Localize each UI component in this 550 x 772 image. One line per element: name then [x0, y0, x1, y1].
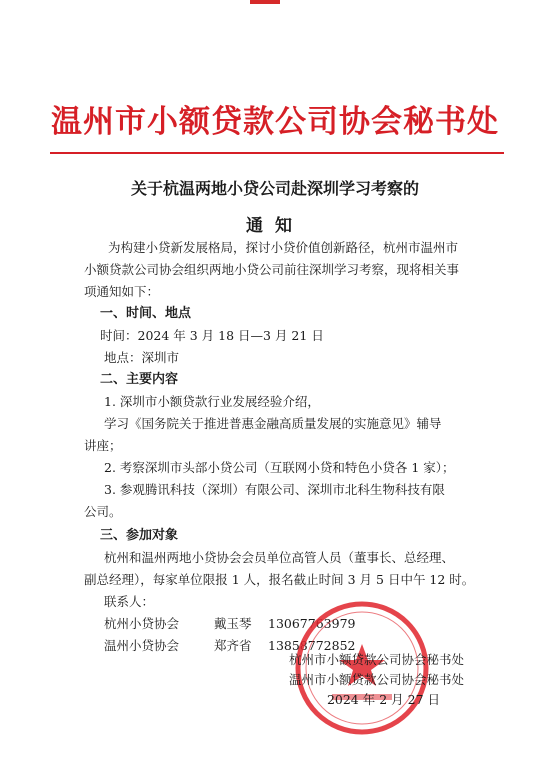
- section-3-line-1: 杭州和温州两地小贷协会会员单位高管人员（董事长、总经理、: [104, 550, 455, 565]
- section-2-line-2: 学习《国务院关于推进普惠金融高质量发展的实施意见》辅导: [104, 416, 442, 431]
- contact-name: 戴玉琴: [214, 616, 252, 631]
- section-heading-participants: 三、参加对象: [100, 528, 179, 543]
- contact-org: 杭州小贷协会: [104, 616, 180, 631]
- contact-org: 温州小贷协会: [104, 638, 180, 653]
- intro-line-2: 小额贷款公司协会组织两地小贷公司前往深圳学习考察，现将相关事: [84, 262, 460, 277]
- intro-line-1: 为构建小贷新发展格局，探讨小贷价值创新路径，杭州市温州市: [108, 240, 459, 255]
- contact-phone: 13858772852: [268, 638, 356, 653]
- section-2-line-3: 讲座；: [84, 438, 122, 453]
- contact-name: 郑齐省: [214, 638, 252, 653]
- section-2-line-1: 1. 深圳市小额贷款行业发展经验介绍，: [104, 394, 320, 409]
- notice-subtitle: 通知: [246, 216, 304, 236]
- section-2-line-4: 2. 考察深圳市头部小贷公司（互联网小贷和特色小贷各 1 家）；: [104, 460, 455, 475]
- section-1-line-2: 地点：深圳市: [104, 350, 180, 365]
- intro-line-3: 项通知如下：: [84, 284, 160, 299]
- section-3-line-2: 副总经理），每家单位限报 1 人，报名截止时间 3 月 5 日中午 12 时。: [84, 572, 475, 587]
- section-heading-content: 二、主要内容: [100, 372, 179, 387]
- signature-line-2: 温州市小额贷款公司协会秘书处: [288, 672, 464, 687]
- section-1-line-1: 时间：2024 年 3 月 18 日—3 月 21 日: [100, 328, 324, 343]
- org-header-title: 温州市小额贷款公司协会秘书处: [51, 104, 499, 140]
- section-heading-time-place: 一、时间、地点: [100, 306, 192, 321]
- notice-title: 关于杭温两地小贷公司赴深圳学习考察的: [130, 179, 419, 198]
- top-red-mark: [250, 0, 280, 4]
- contact-phone: 13067763979: [268, 616, 356, 631]
- section-3-line-3: 联系人：: [104, 594, 155, 609]
- header-divider: [50, 152, 504, 154]
- official-seal-icon: [292, 598, 432, 738]
- section-2-line-5: 3. 参观腾讯科技（深圳）有限公司、深圳市北科生物科技有限: [104, 482, 445, 497]
- section-2-line-6: 公司。: [84, 504, 122, 519]
- signature-line-1: 杭州市小额贷款公司协会秘书处: [288, 652, 464, 667]
- signature-date: 2024 年 2 月 27 日: [326, 692, 440, 707]
